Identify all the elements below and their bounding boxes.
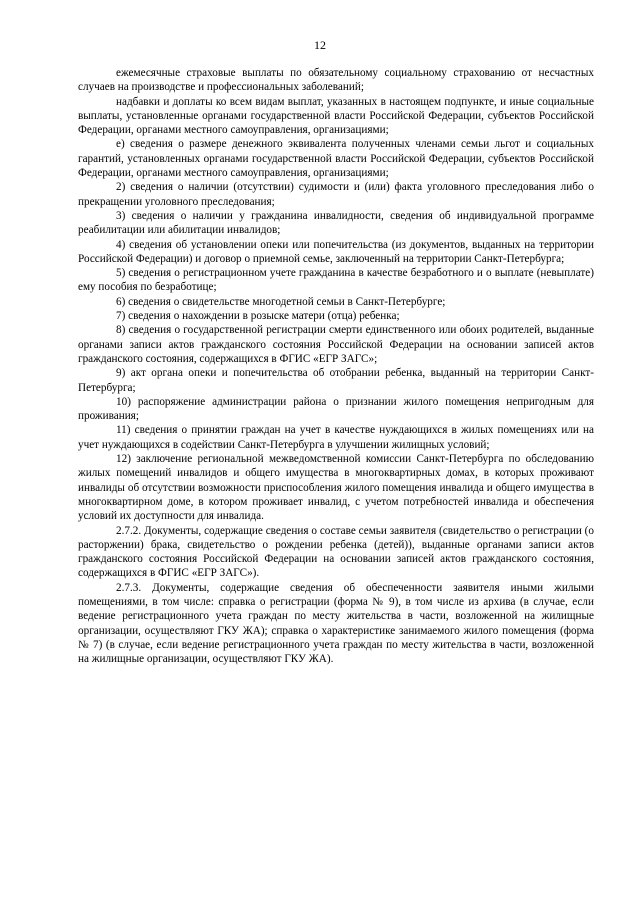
- paragraph: 10) распоряжение администрации района о признании жилого помещения непригодным для проживания;: [78, 395, 594, 423]
- paragraph: надбавки и доплаты ко всем видам выплат, указанных в настоящем подпункте, и иные социальные выплаты, установленные органами государственной власти Российской Федерации, субъектов Российской Федерации, органами местного самоуправления, организациями;: [78, 95, 594, 137]
- paragraph: 7) сведения о нахождении в розыске матери (отца) ребенка;: [116, 310, 400, 323]
- paragraph: 5) сведения о регистрационном учете гражданина в качестве безработного и о выплате (невыплате) ему пособия по безработице;: [78, 267, 594, 294]
- paragraph: е) сведения о размере денежного эквивалента полученных членами семьи льгот и социальных гарантий, установленных органами государственной власти Российской Федерации, субъектов Российской Федерации, органами местного самоуправления, организациями;: [78, 138, 594, 180]
- paragraph: 3) сведения о наличии у гражданина инвалидности, сведения об индивидуальной программе реабилитации или абилитации инвалидов;: [78, 209, 594, 237]
- document-body: [78, 66, 594, 666]
- page-number: 12: [314, 38, 326, 52]
- paragraph: 9) акт органа опеки и попечительства об отобрании ребенка, выданный на территории Санкт-Петербурга;: [78, 367, 594, 394]
- paragraph: 2.7.3. Документы, содержащие сведения об обеспеченности заявителя иными жилыми помещениями, в том числе: справка о регистрации (форма № 9), в том числе из архива (в случае, если ведение регистрационного учета граждан по месту жительства в части, возложенной на жилищные организации, осуществляют ГКУ ЖА); справка о характеристике занимаемого жилого помещения (форма № 7) (в случае, если ведение регистрационного учета граждан по месту жительства в части, возложенной на жилищные организации, осуществляют ГКУ ЖА).: [78, 581, 594, 666]
- paragraph: 4) сведения об установлении опеки или попечительства (из документов, выданных на территории Российской Федерации) и договор о приемной семье, заключенный на территории Санкт-Петербурга;: [78, 238, 594, 265]
- paragraph: 11) сведения о принятии граждан на учет в качестве нуждающихся в жилых помещениях или на учет нуждающихся в содействии Санкт-Петербурга в улучшении жилищных условий;: [78, 424, 594, 451]
- paragraph: 8) сведения о государственной регистрации смерти единственного или обоих родителей, выданные органами записи актов гражданского состояния Российской Федерации на основании записей актов гражданского состояния, содержащихся в ФГИС «ЕГР ЗАГС»;: [78, 324, 594, 365]
- paragraph: ежемесячные страховые выплаты по обязательному социальному страхованию от несчастных случаев на производстве и профессиональных заболеваний;: [78, 67, 594, 94]
- paragraph: 6) сведения о свидетельстве многодетной семьи в Санкт-Петербурге;: [116, 295, 446, 308]
- paragraph: 2) сведения о наличии (отсутствии) судимости и (или) факта уголовного преследования либо о прекращении уголовного преследования;: [78, 181, 594, 208]
- paragraph: 2.7.2. Документы, содержащие сведения о составе семьи заявителя (свидетельство о регистрации (о расторжении) брака, свидетельство о рождении ребенка (детей)), выданные органами записи актов гражданского состояния Российской Федерации на основании записей актов гражданского состояния, содержащихся в ФГИС «ЕГР ЗАГС»).: [78, 524, 594, 580]
- paragraph: 12) заключение региональной межведомственной комиссии Санкт-Петербурга по обследованию жилых помещений инвалидов и общего имущества в многоквартирных домах, в которых проживают инвалиды об отсутствии возможности приспособления жилого помещения инвалида и общего имущества в многоквартирном доме, в котором проживает инвалид, с учетом потребностей инвалида и обеспечения условий их доступности для инвалида.: [78, 453, 594, 523]
